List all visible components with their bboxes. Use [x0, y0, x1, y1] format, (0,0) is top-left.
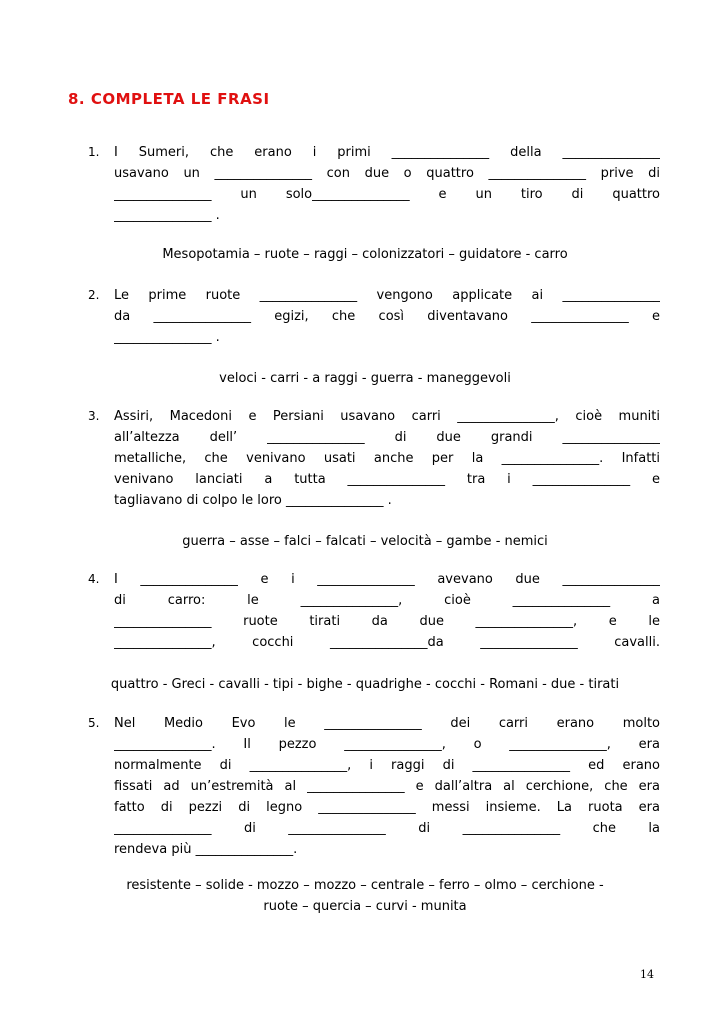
exercise-line: _______________, cocchi _______________da _______________ cavalli.	[114, 635, 660, 650]
word-bank-4: quattro - Greci - cavalli - tipi - bighe - quadrighe - cocchi - Romani - due - tirati	[110, 677, 620, 692]
exercise-number: 3.	[88, 409, 100, 423]
exercise-number: 1.	[88, 145, 100, 159]
word-bank-5-line-2: ruote – quercia – curvi - munita	[263, 899, 467, 914]
exercise-line: I Sumeri, che erano i primi _______________ della _______________	[114, 145, 660, 160]
exercise-line: Le prime ruote _______________ vengono applicate ai _______________	[114, 288, 660, 303]
exercise-line: da _______________ egizi, che così diventavano _______________ e	[114, 309, 660, 324]
exercise-number: 4.	[88, 572, 100, 586]
exercise-line: _______________. Il pezzo _______________, o _______________, era	[114, 737, 660, 752]
exercise-line: metalliche, che venivano usati anche per la _______________. Infatti	[114, 451, 660, 466]
exercise-line: Nel Medio Evo le _______________ dei carri erano molto	[114, 716, 660, 731]
exercise-line: all’altezza dell’ _______________ di due grandi _______________	[114, 430, 660, 445]
exercise-number: 5.	[88, 716, 100, 730]
word-bank-2: veloci - carri - a raggi - guerra - maneggevoli	[219, 371, 511, 386]
exercise-line: Assiri, Macedoni e Persiani usavano carri _______________, cioè muniti	[114, 409, 660, 424]
exercise-line: venivano lanciati a tutta _______________ tra i _______________ e	[114, 472, 660, 487]
page-title: 8. COMPLETA LE FRASI	[68, 90, 270, 108]
word-bank-5: resistente – solide - mozzo – mozzo – centrale – ferro – olmo – cerchione -	[126, 878, 604, 893]
exercise-line: di carro: le _______________, cioè _______________ a	[114, 593, 660, 608]
exercise-line: _______________ ruote tirati da due _______________, e le	[114, 614, 660, 629]
exercise-line: _______________ di _______________ di _______________ che la	[114, 821, 660, 836]
exercise-line: usavano un _______________ con due o quattro _______________ prive di	[114, 166, 660, 181]
exercise-line: _______________ .	[114, 208, 220, 223]
page-number: 14	[640, 968, 654, 981]
exercise-line: fissati ad un’estremità al _______________ e dall’altra al cerchione, che era	[114, 779, 660, 794]
exercise-line: I _______________ e i _______________ avevano due _______________	[114, 572, 660, 587]
exercise-line: _______________ un solo_______________ e un tiro di quattro	[114, 187, 660, 202]
exercise-line: normalmente di _______________, i raggi di _______________ ed erano	[114, 758, 660, 773]
exercise-line: rendeva più _______________.	[114, 842, 298, 857]
word-bank-3: guerra – asse – falci – falcati – velocità – gambe - nemici	[182, 534, 548, 549]
word-bank-1: Mesopotamia – ruote – raggi – colonizzatori – guidatore - carro	[162, 247, 568, 262]
exercise-line: tagliavano di colpo le loro _______________ .	[114, 493, 392, 508]
exercise-line: _______________ .	[114, 330, 220, 345]
exercise-line: fatto di pezzi di legno _______________ messi insieme. La ruota era	[114, 800, 660, 815]
exercise-number: 2.	[88, 288, 100, 302]
